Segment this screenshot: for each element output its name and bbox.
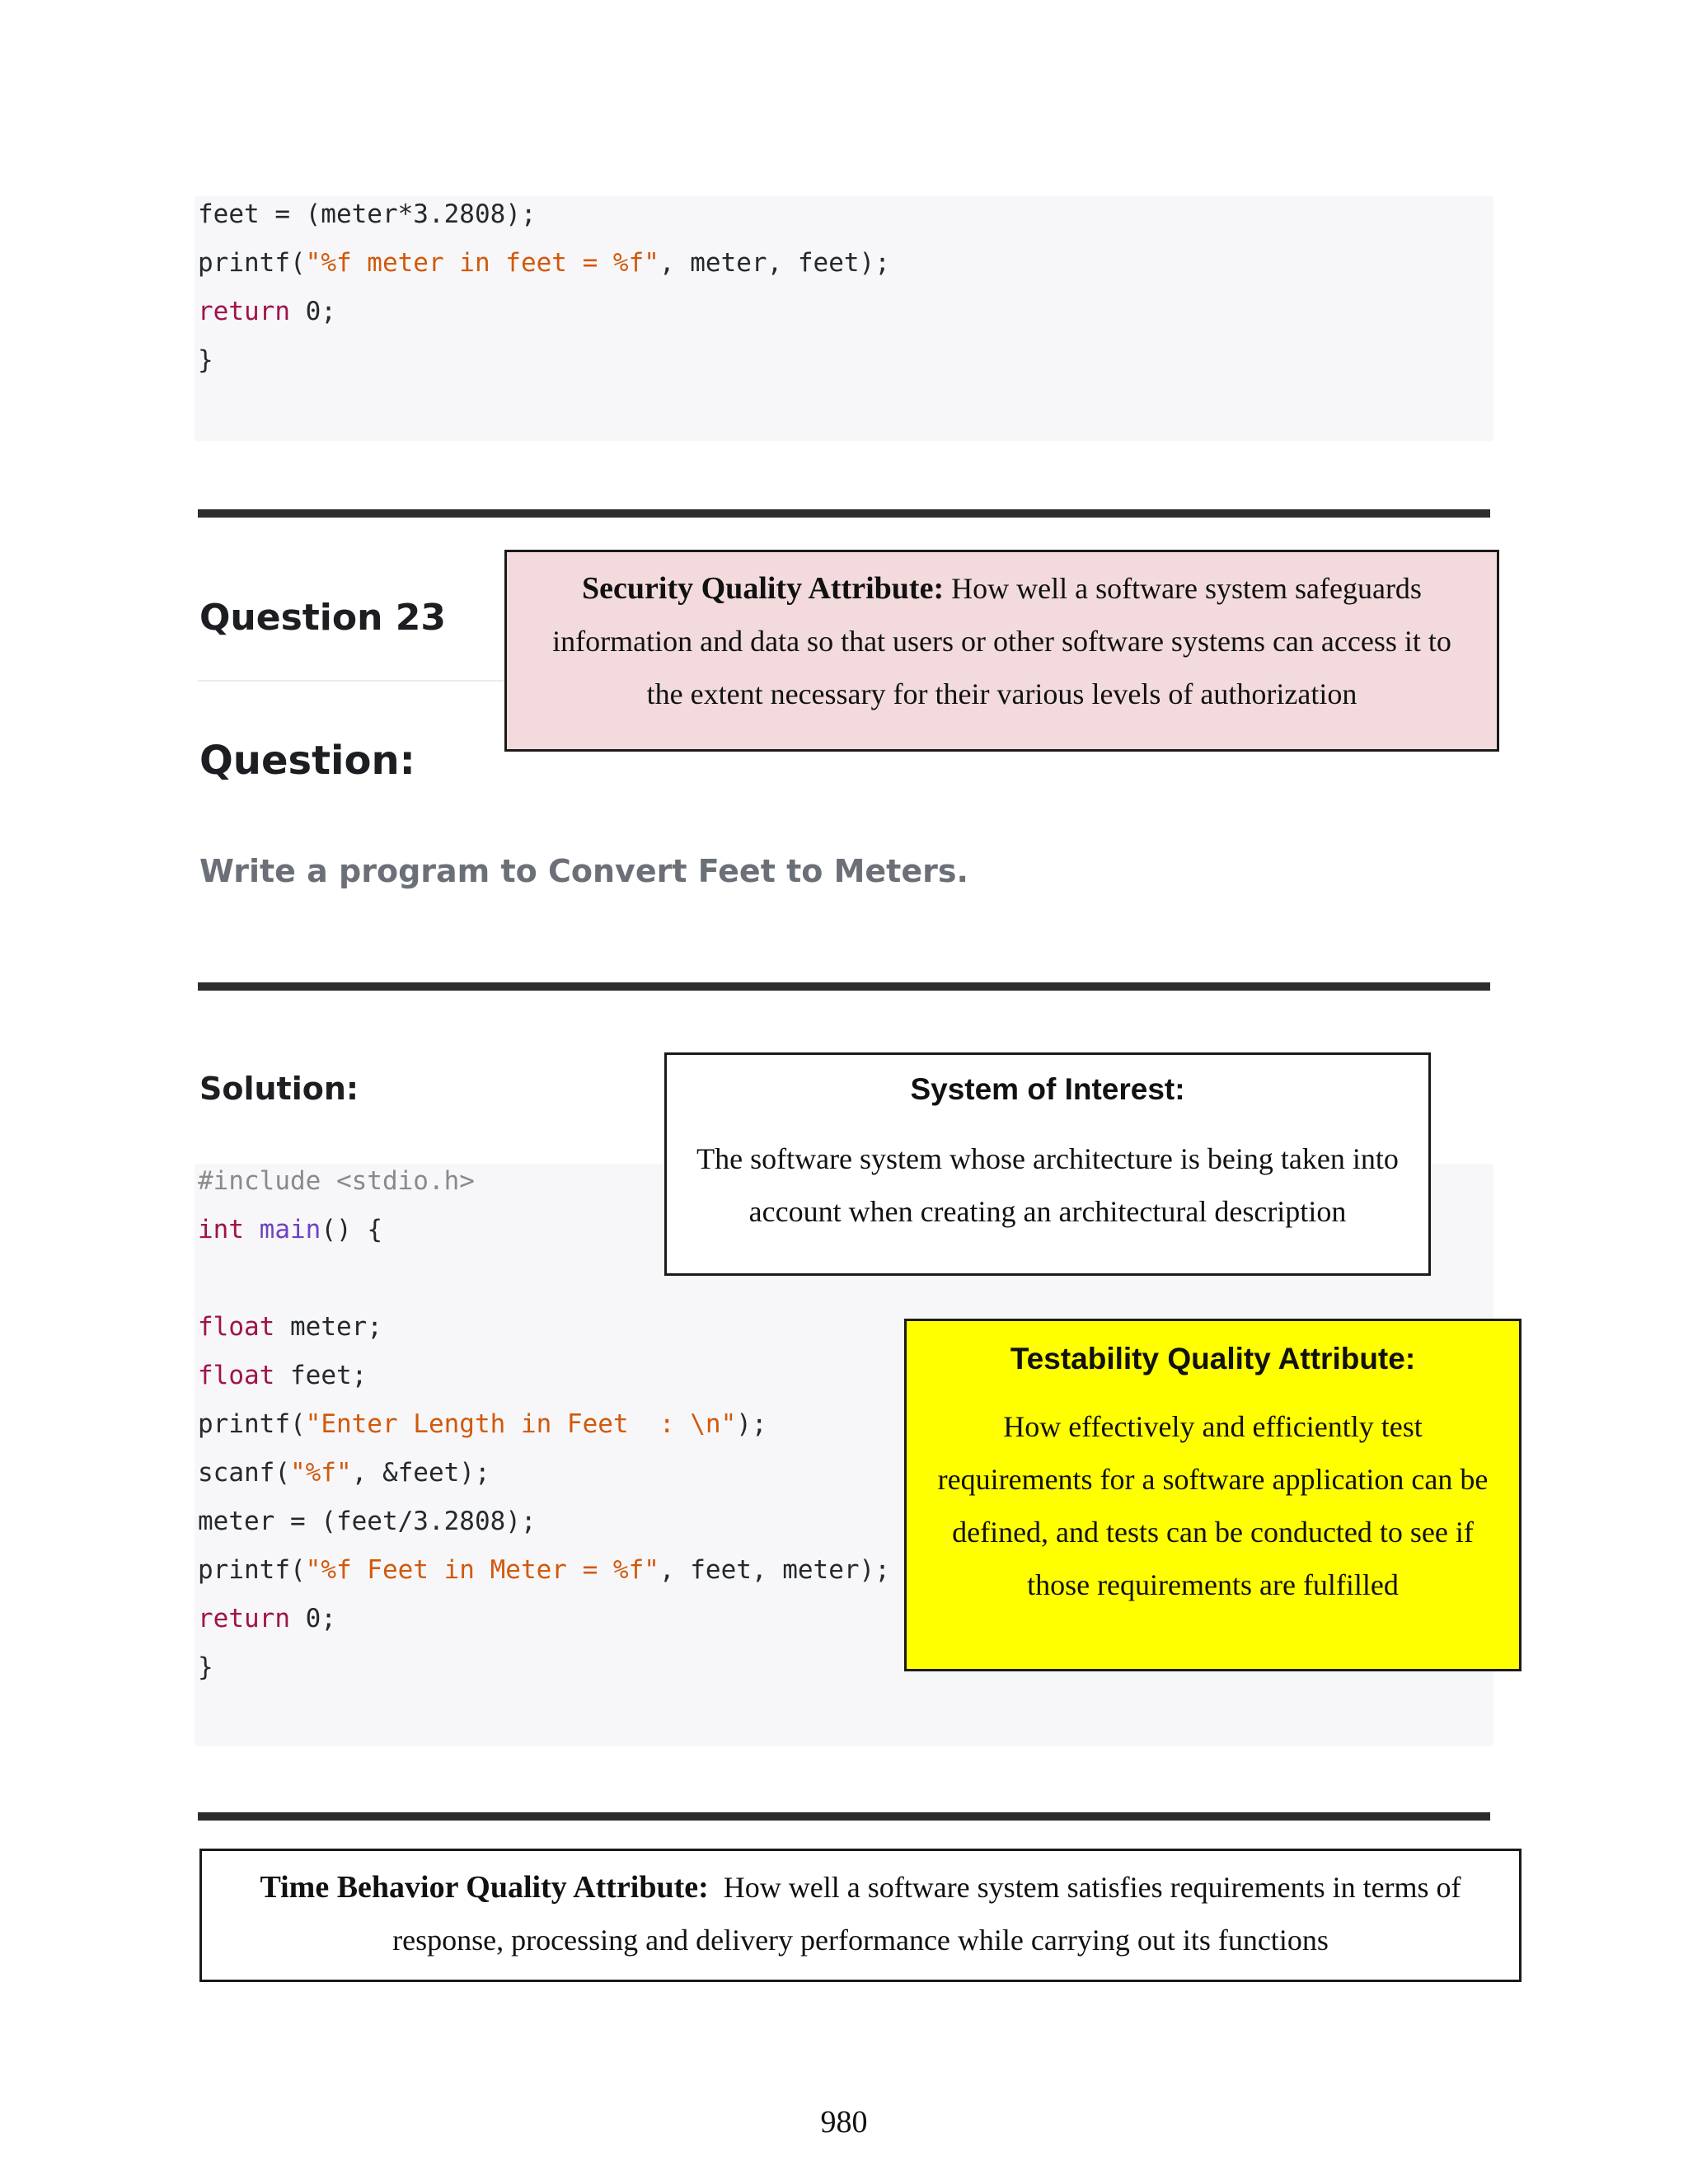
code-token: 0; — [289, 297, 336, 326]
code-token: "%f" — [289, 1458, 352, 1488]
code-token: ); — [736, 1409, 767, 1439]
code-token: "%f meter in feet = %f" — [305, 248, 659, 278]
code-token: float — [198, 1312, 275, 1342]
code-token: () { — [321, 1215, 382, 1244]
testability-annotation-box — [904, 1319, 1522, 1671]
testability-annotation-title: Testability Quality Attribute: — [1010, 1342, 1416, 1376]
code-token: "%f Feet in Meter = %f" — [305, 1555, 659, 1585]
code-top-line — [198, 239, 890, 288]
solution-label: Solution: — [199, 1071, 359, 1107]
code-main-line — [198, 1595, 890, 1643]
code-token: scanf( — [198, 1458, 290, 1488]
security-annotation-title: Security Quality Attribute: — [582, 571, 945, 606]
code-main-line — [198, 1449, 890, 1497]
code-token: int — [198, 1215, 244, 1244]
system-of-interest-body: The software system whose architecture is being taken into account when creating an architectural description — [696, 1142, 1399, 1228]
code-token: meter; — [274, 1312, 382, 1342]
code-main-line — [198, 1352, 890, 1400]
code-token: #include <stdio.h> — [198, 1166, 475, 1196]
time-behavior-annotation-body: How well a software system satisfies requirements in terms of response, processing and delivery performance while carrying out its functions — [392, 1871, 1469, 1957]
code-main-line — [198, 1303, 890, 1352]
question-label: Question: — [199, 738, 415, 784]
code-token: , meter, feet); — [659, 248, 890, 278]
code-main-line — [198, 1497, 890, 1546]
code-token: , feet, meter); — [659, 1555, 890, 1585]
code-token: return — [198, 1604, 290, 1633]
divider-3 — [198, 1812, 1490, 1821]
security-annotation-box — [504, 550, 1499, 752]
question-number-heading: Question 23 — [199, 597, 446, 639]
code-token: } — [198, 345, 213, 375]
page-number: 980 — [820, 2105, 868, 2139]
code-top-line — [198, 190, 890, 239]
system-of-interest-box — [664, 1052, 1431, 1276]
code-token: main — [259, 1215, 321, 1244]
code-token: feet = (meter*3.2808); — [198, 199, 537, 229]
divider-2 — [198, 982, 1490, 991]
code-top-line — [198, 288, 890, 336]
code-token: float — [198, 1361, 275, 1390]
code-token: "Enter Length in Feet : \n" — [305, 1409, 737, 1439]
code-main-line — [198, 1400, 890, 1449]
code-top-lines — [198, 190, 890, 385]
code-token: meter = (feet/3.2808); — [198, 1507, 537, 1536]
code-token: return — [198, 297, 290, 326]
code-token — [244, 1215, 260, 1244]
time-behavior-annotation-box — [199, 1849, 1522, 1982]
question-heading-underline — [198, 680, 511, 682]
system-of-interest-title: System of Interest: — [910, 1072, 1185, 1106]
testability-annotation-body: How effectively and efficiently test requirements for a software application can be defined, and tests can be conducted to see if those requirements are fulfilled — [937, 1410, 1489, 1601]
code-top-line — [198, 336, 890, 385]
code-token: printf( — [198, 1555, 306, 1585]
code-main-line — [198, 1546, 890, 1595]
code-token: 0; — [289, 1604, 336, 1633]
code-main-line — [198, 1643, 890, 1692]
code-token: } — [198, 1652, 213, 1682]
code-token: , &feet); — [351, 1458, 490, 1488]
security-annotation-body: How well a software system safeguards information and data so that users or other software systems can access it to the extent necessary for their various levels of authorization — [552, 572, 1451, 710]
question-text: Write a program to Convert Feet to Meters. — [199, 853, 968, 889]
code-token: printf( — [198, 248, 306, 278]
divider-1 — [198, 509, 1490, 518]
code-token: printf( — [198, 1409, 306, 1439]
time-behavior-annotation-title: Time Behavior Quality Attribute: — [260, 1870, 709, 1905]
code-token: feet; — [274, 1361, 368, 1390]
